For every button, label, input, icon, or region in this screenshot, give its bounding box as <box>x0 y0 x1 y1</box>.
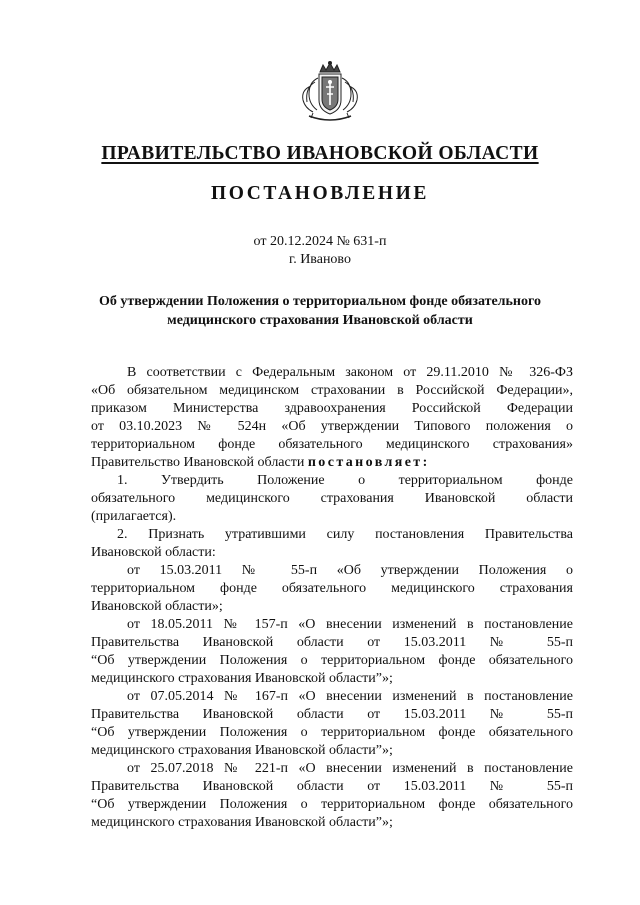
coat-of-arms-icon <box>295 60 365 124</box>
decree-prefix: Правительство Ивановской области <box>91 455 308 470</box>
ref-line: Правительства Ивановской области от 15.03.2011 № 55-п <box>91 707 573 722</box>
ref-line: от 07.05.2014 № 167-п «О внесении изменений в постановление <box>127 689 573 704</box>
document-type: ПОСТАНОВЛЕНИЕ <box>210 183 430 204</box>
ref-line: медицинского страхования Ивановской области”»; <box>91 671 393 686</box>
body-line: территориальном фонде обязательного медицинского страхования» <box>91 437 573 452</box>
document-body <box>91 364 573 832</box>
ref-line: от 25.07.2018 № 221-п «О внесении изменений в постановление <box>127 761 573 776</box>
date-number-block <box>0 233 640 269</box>
ref-line: медицинского страхования Ивановской области”»; <box>91 743 393 758</box>
ref-line: Правительства Ивановской области от 15.03.2011 № 55-п <box>91 635 573 650</box>
document-subject <box>70 292 570 330</box>
ref-line: “Об утверждении Положения о территориальном фонде обязательного <box>91 653 573 668</box>
body-line: В соответствии с Федеральным законом от 29.11.2010 № 326-ФЗ <box>127 365 573 380</box>
ref-line: медицинского страхования Ивановской области”»; <box>91 815 393 830</box>
body-line: «Об обязательном медицинском страховании в Российской Федерации», <box>91 383 573 398</box>
item-line: (прилагается). <box>91 509 177 524</box>
subject-line: Об утверждении Положения о территориальном фонде обязательного <box>98 294 542 309</box>
ref-line: территориальном фонде обязательного медицинского страхования <box>91 581 573 596</box>
item-line: обязательного медицинского страхования Ивановской области <box>91 491 573 506</box>
ref-line: от 18.05.2011 № 157-п «О внесении изменений в постановление <box>127 617 573 632</box>
decree-word: постановляет: <box>307 455 430 470</box>
ref-line: Правительства Ивановской области от 15.03.2011 № 55-п <box>91 779 573 794</box>
item-line: Ивановской области: <box>91 545 216 560</box>
ref-line: Ивановской области»; <box>91 599 223 614</box>
date-number: от 20.12.2024 № 631-п <box>253 234 387 249</box>
government-title: ПРАВИТЕЛЬСТВО ИВАНОВСКОЙ ОБЛАСТИ <box>101 143 539 164</box>
decree-line <box>91 454 573 472</box>
item-line: 1. Утвердить Положение о территориальном фонде <box>117 473 573 488</box>
city: г. Иваново <box>289 252 351 267</box>
body-line: приказом Министерства здравоохранения Российской Федерации <box>91 401 573 416</box>
ref-line: “Об утверждении Положения о территориальном фонде обязательного <box>91 797 573 812</box>
item-line: 2. Признать утратившими силу постановления Правительства <box>117 527 573 542</box>
ref-line: “Об утверждении Положения о территориальном фонде обязательного <box>91 725 573 740</box>
ref-line: от 15.03.2011 № 55-п «Об утверждении Положения о <box>127 563 573 578</box>
body-line: от 03.10.2023 № 524н «Об утверждении Типового положения о <box>91 419 573 434</box>
subject-line: медицинского страхования Ивановской области <box>167 313 473 328</box>
